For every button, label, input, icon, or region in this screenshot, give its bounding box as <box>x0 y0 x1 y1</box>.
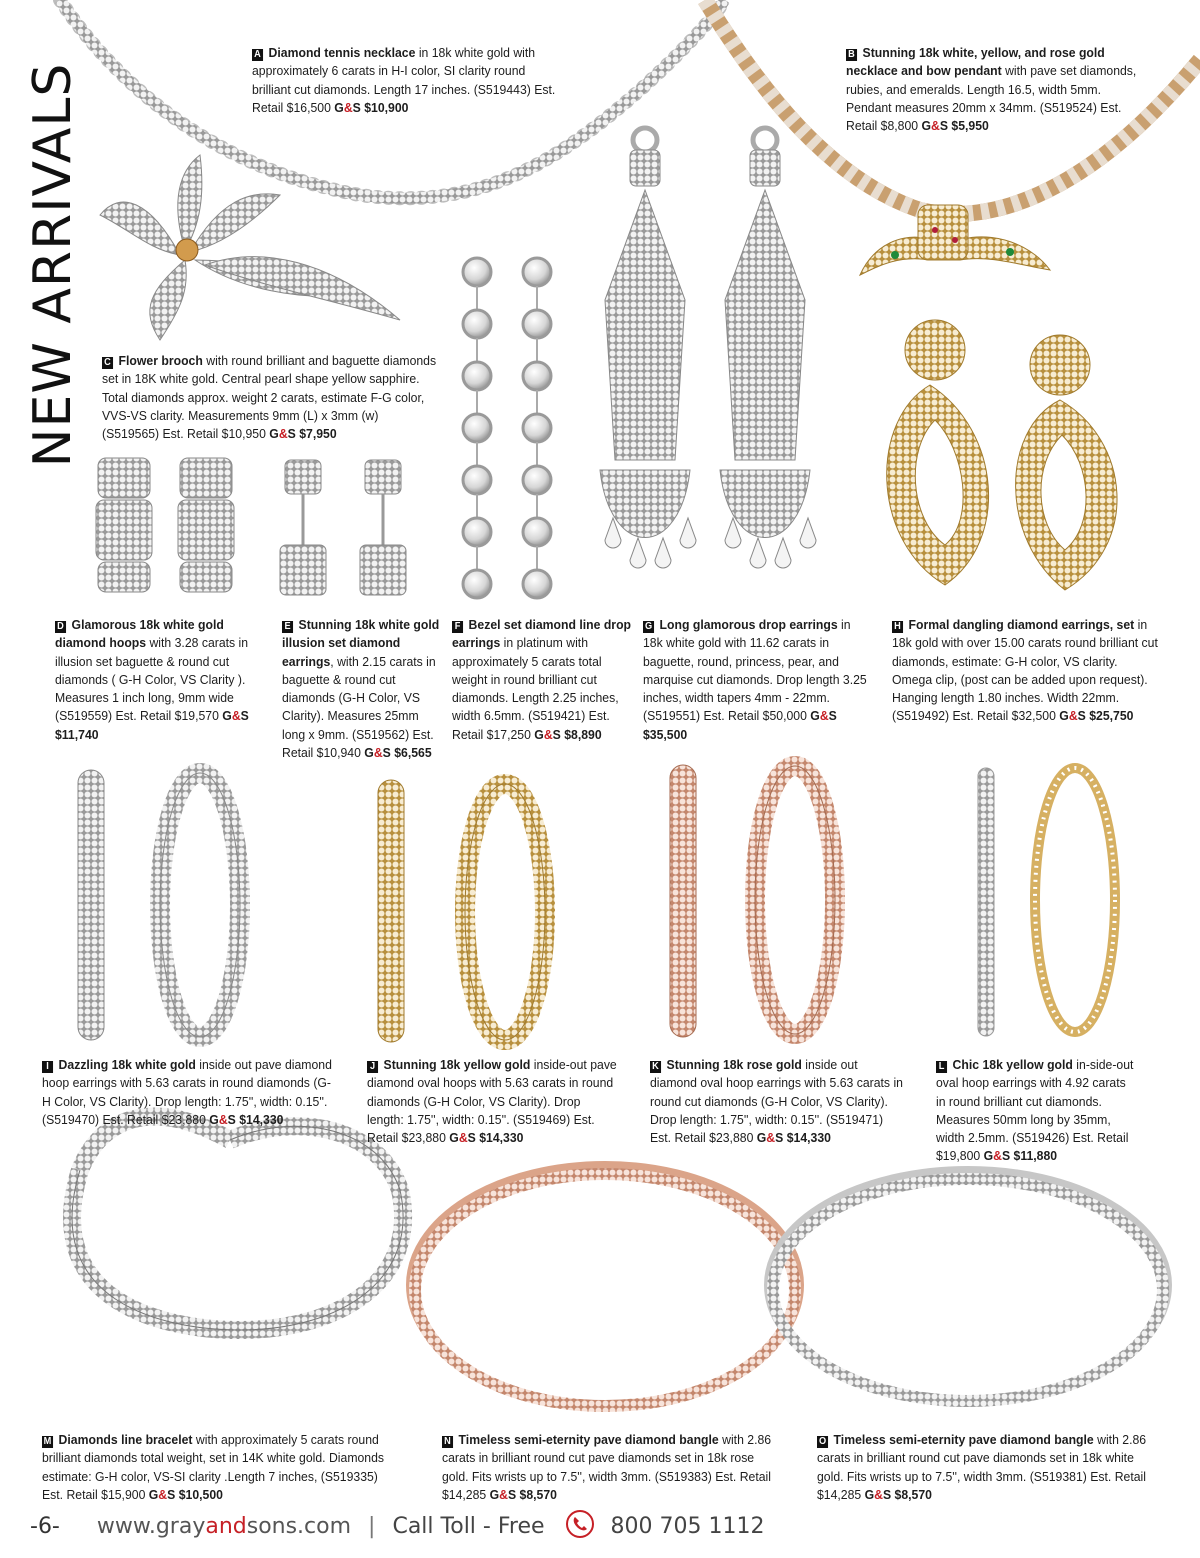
item-i-description: I Dazzling 18k white gold inside out pave diamond hoop earrings with 5.63 carats in round diamonds (G-H Color, VS Clarity). Drop length: 1.75'', width: 0.15''. (S519470) Est. Retail $23,880 G&S $14,330 <box>42 1057 332 1127</box>
item-letter-badge: H <box>892 621 903 633</box>
item-price: $7,950 <box>299 426 337 442</box>
item-letter-badge: G <box>644 621 653 632</box>
yellow-gold-hoops-image <box>378 780 545 1042</box>
item-letter-badge: C <box>102 357 113 369</box>
item-letter-badge: K <box>650 1061 661 1073</box>
illusion-hoops-image <box>96 458 234 592</box>
item-title: Timeless semi-eternity pave diamond bangle <box>458 1432 719 1447</box>
item-letter-badge: J <box>367 1061 378 1073</box>
item-desc: in 18k white gold with approximately 6 carats in H-I color, SI clarity round brilliant cut diamonds. Length 17 inches. (S519443) Est. Retail $16,500 <box>252 45 556 115</box>
item-n-description: N Timeless semi-eternity pave diamond bangle with 2.86 carats in brilliant round cut pave diamonds set in 18k rose gold. Fits wrists up to 7.5'', width 3mm. (S519383) Est. Retail $14,285 G&S $8,570 <box>442 1432 772 1502</box>
item-price: $25,750 <box>1089 708 1134 724</box>
bezel-diamond <box>523 310 551 338</box>
bezel-diamond <box>463 362 491 390</box>
item-price: $11,740 <box>55 726 99 742</box>
page-title: NEW ARRIVALS <box>23 62 83 468</box>
item-price: $8,570 <box>519 1486 557 1502</box>
bezel-diamond <box>463 518 491 546</box>
bezel-diamond <box>463 258 491 286</box>
item-price: $8,890 <box>564 726 602 742</box>
bezel-diamond <box>463 466 491 494</box>
bezel-diamond <box>523 258 551 286</box>
item-title: Bezel set diamond line drop earrings <box>452 617 632 651</box>
website-link[interactable]: www.grayandsons.com <box>96 1514 352 1539</box>
item-desc: with 2.86 carats in brilliant round cut pave diamonds set in 18k white gold. Fits wrists up to 7.5'', width 3mm. (S519381) Est. Retail $14,285 <box>817 1432 1147 1502</box>
item-letter-badge: O <box>818 1436 827 1447</box>
item-letter-badge: I <box>42 1061 53 1073</box>
item-title: Stunning 18k white, yellow, and rose gold necklace and bow pendant <box>846 45 1105 79</box>
footer <box>30 1510 765 1544</box>
item-title: Formal dangling diamond earrings, set <box>908 617 1135 632</box>
item-price: $6,565 <box>394 745 432 761</box>
item-price: $35,500 <box>643 726 688 742</box>
item-desc: in 18k white gold with 11.62 carats in baguette, round, princess, pear, and marquise cut diamonds. Drop length 3.25 inches, width tapers 4mm - 22mm. (S519551) Est. Retail $50,000 <box>643 617 867 724</box>
item-price: $10,500 <box>178 1486 223 1502</box>
item-desc: with approximately 5 carats round brilliant diamonds total weight, set in 14K white gold. Diamonds estimate: G-H color, VS-SI clarity .Length 7 inches, (S519335) Est. Retail $15,900 <box>42 1432 385 1502</box>
item-desc: , with 2.15 carats in baguette & round cut diamonds (G-H Color, VS Clarity). Measures 25mm long x 9mm. (S519562) Est. Retail $10,940 <box>282 653 436 761</box>
phone-icon <box>566 1510 594 1544</box>
item-letter-badge: E <box>282 621 293 633</box>
footer-separator: | <box>368 1514 376 1539</box>
item-desc: with round brilliant and baguette diamonds set in 18K white gold. Central pearl shape yellow sapphire. Total diamonds approx. weight 2 carats, estimate F-G color, VVS-VS clarity. Measurements 9mm (L) x 3mm (w) (S519565) Est. Retail $10,950 <box>102 353 437 442</box>
formal-dangling-earrings-image <box>887 320 1117 590</box>
item-j-description: J Stunning 18k yellow gold inside-out pave diamond oval hoops with 5.63 carats in round diamonds (G-H Color, VS Clarity). Drop length: 1.75'', width: 0.15''. (S519469) Est. Retail $23,880 G&S $14,330 <box>367 1057 617 1146</box>
item-letter-badge: A <box>252 49 263 61</box>
item-k-description: K Stunning 18k rose gold inside out diamond oval hoop earrings with 5.63 carats in round cut diamonds (G-H Color, VS Clarity). Drop length: 1.75'', width: 0.15''. (S519471) Est. Retail $23,880 G&S $14,330 <box>650 1057 903 1146</box>
item-title: Dazzling 18k white gold <box>58 1057 196 1072</box>
item-letter-badge: M <box>43 1436 52 1447</box>
item-h-description: H Formal dangling diamond earrings, set in 18k gold with over 15.00 carats round brilliant cut diamonds, estimate: G-H color, VS clarity. Omega clip, (post can be added upon request). Hanging length 1.80 inches. Width 22mm. (S519492) Est. Retail $32,500 G&S $25,750 <box>892 617 1158 724</box>
phone-number[interactable]: 800 705 1112 <box>610 1514 765 1539</box>
item-letter-badge: L <box>936 1061 947 1073</box>
bezel-diamond <box>523 414 551 442</box>
bezel-diamond <box>463 414 491 442</box>
item-title: Chic 18k yellow gold <box>952 1057 1073 1072</box>
item-e-description: E Stunning 18k white gold illusion set diamond earrings, with 2.15 carats in baguette & round cut diamonds (G-H Color, VS Clarity). Measures 25mm long x 9mm. (S519562) Est. Retail $10,940 G&S $6,565 <box>282 617 440 761</box>
item-desc: with pave set diamonds, rubies, and emeralds. Length 16.5, width 5mm. Pendant measures 20mm x 34mm. (S519524) Est. Retail $8,800 <box>846 63 1137 134</box>
item-title: Glamorous 18k white gold diamond hoops <box>55 617 224 651</box>
item-price: $14,330 <box>786 1130 831 1146</box>
item-price: $11,880 <box>1013 1148 1058 1164</box>
bezel-diamond <box>463 310 491 338</box>
item-desc: with 3.28 carats in illusion set baguette & round cut diamonds ( G-H Color, VS Clarity ). Measures 1 inch long, 9mm wide (S519559) Est. Retail $19,570 <box>55 635 249 724</box>
bezel-diamond <box>523 466 551 494</box>
bezel-diamond <box>523 362 551 390</box>
item-title: Stunning 18k rose gold <box>666 1057 802 1072</box>
item-title: Diamonds line bracelet <box>58 1432 193 1447</box>
item-f-description: F Bezel set diamond line drop earrings in platinum with approximately 5 carats total weight in round brilliant cut diamonds. Length 2.25 inches, width 6.5mm. (S519421) Est. Retail $17,250 G&S $8,890 <box>452 617 632 742</box>
illusion-earrings-image <box>280 460 406 595</box>
white-gold-bangle-image <box>768 1170 1168 1401</box>
item-price: $14,330 <box>239 1111 284 1127</box>
item-a-description: A Diamond tennis necklace in 18k white gold with approximately 6 carats in H-I color, SI clarity round brilliant cut diamonds. Length 17 inches. (S519443) Est. Retail $16,500 G&S $10,900 <box>252 45 556 115</box>
item-desc: in-side-out oval hoop earrings with 4.92 carats in round brilliant cut diamonds. Measures 50mm long by 35mm, width 2.5mm. (S519426) Est. Retail $19,800 <box>936 1057 1134 1164</box>
item-desc: in 18k gold with over 15.00 carats round brilliant cut diamonds, estimate: G-H color, VS clarity. Omega clip, (post can be added upon request). Hanging length 1.80 inches. Width 22mm. (S519492) Est. Retail $32,500 <box>892 617 1158 724</box>
item-desc: in platinum with approximately 5 carats total weight in round brilliant cut diamonds. Length 2.25 inches, width 6.5mm. (S519421) Est. Retail $17,250 <box>452 635 619 742</box>
rose-gold-bangle-image <box>410 1165 800 1406</box>
item-title: Stunning 18k yellow gold <box>383 1057 531 1072</box>
item-desc: inside out pave diamond hoop earrings with 5.63 carats in round diamonds (G-H Color, VS Clarity). Drop length: 1.75'', width: 0.15''. (S519470) Est. Retail $23,880 <box>42 1057 332 1127</box>
item-price: $10,900 <box>364 99 409 115</box>
bezel-diamond <box>523 518 551 546</box>
item-desc: inside out diamond oval hoop earrings with 5.63 carats in round cut diamonds (G-H Color, VS Clarity). Drop length: 1.75'', width: 0.15''. (S519471) Est. Retail $23,880 <box>650 1057 903 1146</box>
item-price: $5,950 <box>951 118 989 134</box>
chic-yellow-hoops-image <box>978 768 1115 1036</box>
line-bracelet-image <box>72 1117 403 1330</box>
bezel-diamond <box>523 570 551 598</box>
item-o-description: O Timeless semi-eternity pave diamond bangle with 2.86 carats in brilliant round cut pave diamonds set in 18k white gold. Fits wrists up to 7.5'', width 3mm. (S519381) Est. Retail $14,285 G&S $8,570 <box>817 1432 1147 1502</box>
bezel-drop-earrings-image <box>463 258 551 598</box>
item-desc: inside-out pave diamond oval hoops with 5.63 carats in round diamonds (G-H Color, VS Clarity). Drop length: 1.75'', width: 0.15''. (S519469) Est. Retail $23,880 <box>367 1057 617 1146</box>
item-b-description: B Stunning 18k white, yellow, and rose gold necklace and bow pendant with pave set diamonds, rubies, and emeralds. Length 16.5, width 5mm. Pendant measures 20mm x 34mm. (S519524) Est. Retail $8,800 G&S $5,950 <box>846 45 1137 134</box>
item-desc: with 2.86 carats in brilliant round cut pave diamonds set in 18k rose gold. Fits wrists up to 7.5'', width 3mm. (S519383) Est. Retail $14,285 <box>442 1432 772 1502</box>
item-title: Stunning 18k white gold illusion set diamond earrings <box>282 617 440 669</box>
item-g-description: G Long glamorous drop earrings in 18k white gold with 11.62 carats in baguette, round, princess, pear, and marquise cut diamonds. Drop length 3.25 inches, width tapers 4mm - 22mm. (S519551) Est. Retail $50,000 G&S $35,500 <box>643 617 867 742</box>
item-title: Flower brooch <box>118 353 203 368</box>
item-d-description: D Glamorous 18k white gold diamond hoops with 3.28 carats in illusion set baguette & round cut diamonds ( G-H Color, VS Clarity ). Measures 1 inch long, 9mm wide (S519559) Est. Retail $19,570 G&S $11,740 <box>55 617 249 742</box>
item-title: Long glamorous drop earrings <box>659 617 838 632</box>
item-c-description: C Flower brooch with round brilliant and baguette diamonds set in 18K white gold. Central pearl shape yellow sapphire. Total diamonds approx. weight 2 carats, estimate F-G color, VVS-VS clarity. Measurements 9mm (L) x 3mm (w) (S519565) Est. Retail $10,950 G&S $7,950 <box>102 353 437 442</box>
item-letter-badge: D <box>55 621 66 633</box>
item-title: Timeless semi-eternity pave diamond bangle <box>833 1432 1094 1447</box>
long-drop-earrings-image <box>600 128 816 568</box>
item-l-description: L Chic 18k yellow gold in-side-out oval hoop earrings with 4.92 carats in round brilliant cut diamonds. Measures 50mm long by 35mm, width 2.5mm. (S519426) Est. Retail $19,800 G&S $11,880 <box>936 1057 1134 1164</box>
item-letter-badge: F <box>452 621 463 633</box>
rose-gold-hoops-image <box>670 765 835 1037</box>
item-letter-badge: N <box>442 1436 453 1448</box>
item-m-description: M Diamonds line bracelet with approximately 5 carats round brilliant diamonds total weight, set in 14K white gold. Diamonds estimate: G-H color, VS-SI clarity .Length 7 inches, (S519335) Est. Retail $15,900 G&S $10,500 <box>42 1432 385 1502</box>
item-letter-badge: B <box>846 49 857 61</box>
flower-brooch-image <box>100 155 400 340</box>
page-number: -6- <box>30 1514 60 1539</box>
item-price: $14,330 <box>479 1130 524 1146</box>
item-price: $8,570 <box>894 1486 932 1502</box>
item-title: Diamond tennis necklace <box>268 45 416 60</box>
white-gold-hoops-image <box>78 770 240 1040</box>
call-toll-free-label: Call Toll - Free <box>392 1514 545 1539</box>
bezel-diamond <box>463 570 491 598</box>
